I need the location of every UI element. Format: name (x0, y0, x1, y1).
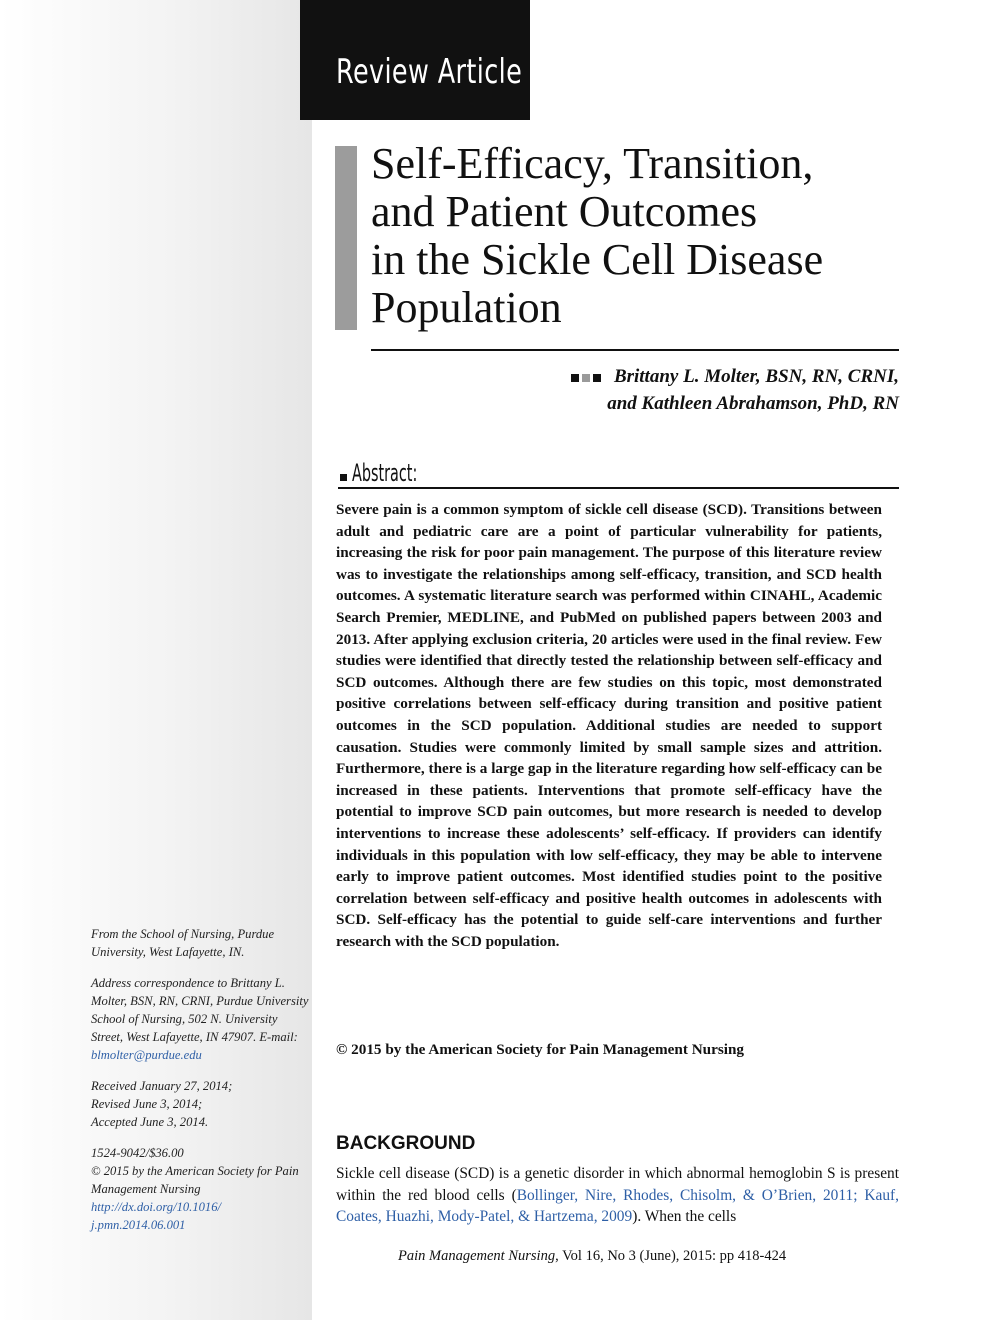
title-line: and Patient Outcomes (371, 187, 758, 236)
revised-date: Revised June 3, 2014; (91, 1097, 203, 1111)
abstract-copyright: © 2015 by the American Society for Pain Management Nursing (336, 1041, 745, 1058)
notes-copyright: © 2015 by the American Society for Pain Management Nursing (91, 1164, 299, 1196)
title-divider (371, 349, 899, 351)
doi-link[interactable]: http://dx.doi.org/10.1016/ j.pmn.2014.06.001 (91, 1200, 222, 1232)
abstract-heading: Abstract: (352, 459, 418, 487)
journal-footer (398, 1248, 878, 1265)
article-notes (91, 925, 309, 1247)
background-paragraph (336, 1163, 899, 1228)
article-type-banner (300, 0, 530, 120)
correspondence-text: Address correspondence to Brittany L. Molter, BSN, RN, CRNI, Purdue University School of Nursing, 502 N. University Street, West Lafayette, IN 47907. E-mail: (91, 976, 309, 1044)
title-line: Self-Efficacy, Transition, (371, 139, 814, 188)
article-title (371, 140, 931, 332)
affiliation-note: From the School of Nursing, Purdue University, West Lafayette, IN. (91, 927, 275, 959)
abstract-text: Severe pain is a common symptom of sickle cell disease (SCD). Transitions between adult and pediatric care are a point of particular vulnerability for patients, increasing the risk for poor pain management. The purpose of this literature review was to investigate the relationships among self-efficacy, transition, and SCD health outcomes. A systematic literature search was performed within CINAHL, Academic Search Premier, MEDLINE, and PubMed on published papers between 2003 and 2013. After applying exclusion criteria, 20 articles were used in the final review. Few studies were identified that directly tested the relationship between self-efficacy and SCD outcomes. Although there are few studies on this topic, most demonstrated positive correlations between self-efficacy during transition and positive patient outcomes in the SCD population. Additional studies are needed to support causation. Studies were commonly limited by small sample sizes and attrition. Furthermore, there is a large gap in the literature regarding how self-efficacy can be increased in these patients. Interventions that promote self-efficacy have the potential to improve SCD pain outcomes, but more research is needed to develop interventions to increase these adolescents’ self-efficacy. If providers can identify individuals in this population with low self-efficacy, they may be able to intervene early to improve patient outcomes. Most identified studies point to the positive correlation between self-efficacy and positive health outcomes in adolescents with SCD. Self-efficacy has the potential to guide self-care interventions and further research with the SCD population. (336, 501, 882, 950)
journal-name: Pain Management Nursing (398, 1248, 556, 1264)
title-line: Population (371, 283, 562, 332)
email-link[interactable]: blmolter@purdue.edu (91, 1048, 202, 1062)
authors-primary: Brittany L. Molter, BSN, RN, CRNI, (613, 366, 899, 387)
title-line: in the Sickle Cell Disease (371, 235, 824, 284)
article-type-label: Review Article (336, 52, 523, 92)
publication-note (91, 1144, 309, 1234)
background-text-tail: ). When the cells (632, 1208, 737, 1226)
received-date: Received January 27, 2014; (91, 1079, 233, 1093)
correspondence-note (91, 974, 309, 1064)
title-accent-bar (335, 146, 357, 330)
square-bullet-icon (340, 474, 347, 481)
author-block (571, 364, 899, 417)
price-code: 1524-9042/$36.00 (91, 1146, 184, 1160)
decorative-squares-icon (571, 365, 604, 391)
accepted-date: Accepted June 3, 2014. (91, 1115, 209, 1129)
author-line-1 (571, 364, 899, 391)
background-text: Sickle cell disease (SCD) is a genetic disorder in which abnormal hemoglobin S is present within the red blood cells ( (336, 1165, 899, 1204)
section-heading-background: BACKGROUND (336, 1133, 476, 1154)
journal-details: , Vol 16, No 3 (June), 2015: pp 418-424 (555, 1248, 787, 1264)
dates-note (91, 1077, 309, 1131)
abstract-header (338, 455, 899, 489)
authors-secondary: and Kathleen Abrahamson, PhD, RN (607, 392, 899, 414)
citation-link[interactable]: Bollinger, Nire, Rhodes, Chisolm, & O’Brien, 2011; Kauf, Coates, Huazhi, Mody-Patel, & Hartzema, 2009 (336, 1186, 899, 1226)
